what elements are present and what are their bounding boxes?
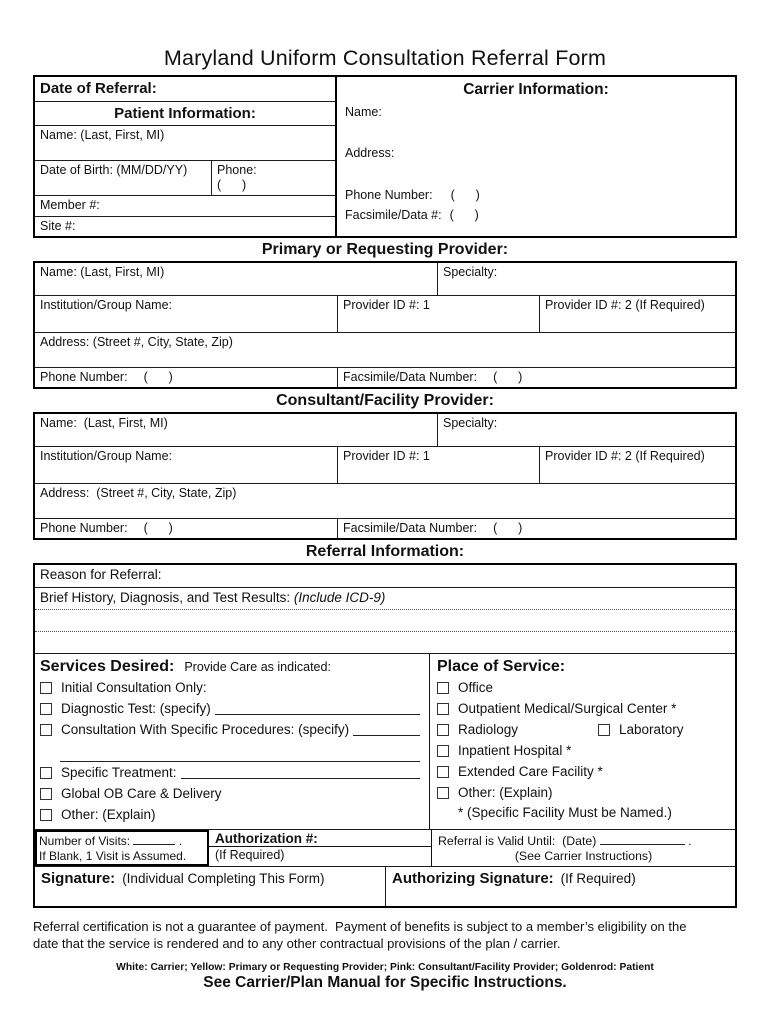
valid-until-label: Referral is Valid Until: (Date) xyxy=(438,834,600,848)
office-checkbox[interactable] xyxy=(437,682,449,694)
valid-until-line xyxy=(438,832,729,849)
consultant-phone-label: Phone Number: xyxy=(40,521,128,535)
service-item-diagnostic-test xyxy=(40,698,424,719)
diagnostic-test-label: Diagnostic Test: (specify) xyxy=(61,701,211,716)
consultant-name-label: Name: (Last, First, MI) xyxy=(40,416,168,430)
carrier-instructions-note: (See Carrier Instructions) xyxy=(514,849,653,863)
consultant-fax-field[interactable] xyxy=(337,519,735,538)
consultant-provider-table xyxy=(33,412,737,540)
office-label: Office xyxy=(458,680,494,695)
consultant-row-phone xyxy=(35,518,735,538)
primary-phone-paren: ( ) xyxy=(143,370,173,384)
place-item-outpatient xyxy=(437,698,728,719)
signature-label: Signature: xyxy=(41,870,116,887)
consultant-institution-label: Institution/Group Name: xyxy=(40,449,173,463)
form-content xyxy=(33,0,737,992)
number-of-visits-label: Number of Visits: xyxy=(39,834,134,848)
consultant-address-label: Address: (Street #, City, State, Zip) xyxy=(40,486,237,500)
authorization-note: (If Required) xyxy=(215,848,285,862)
extended-care-label: Extended Care Facility * xyxy=(458,764,603,779)
reason-for-referral-label: Reason for Referral: xyxy=(40,567,162,582)
place-item-other xyxy=(437,782,728,803)
disclaimer-line-2: date that the service is rendered and to any other contractual provisions of the plan / carrier. xyxy=(33,935,561,951)
services-desired-heading: Services Desired: xyxy=(40,658,175,675)
history-blank-line-1[interactable] xyxy=(35,609,735,631)
consultant-provider-id1-label: Provider ID #: 1 xyxy=(343,449,430,463)
global-ob-label: Global OB Care & Delivery xyxy=(61,786,222,801)
primary-provider-heading: Primary or Requesting Provider: xyxy=(261,241,509,258)
visits-authorization-row xyxy=(35,829,735,866)
consultant-fax-label: Facsimile/Data Number: xyxy=(343,521,478,535)
referral-services-table xyxy=(33,563,737,908)
service-item-initial-consultation xyxy=(40,677,424,698)
disclaimer-line-1: Referral certification is not a guarantee of payment. Payment of benefits is subject to a member’s eligibility on the xyxy=(33,919,687,934)
service-item-specific-treatment xyxy=(40,762,424,783)
place-of-service-cell xyxy=(430,654,735,829)
form-title: Maryland Uniform Consultation Referral Form xyxy=(163,46,607,70)
inpatient-hospital-label: Inpatient Hospital * xyxy=(458,743,572,758)
consultant-row-name xyxy=(35,414,735,446)
primary-row-phone xyxy=(35,367,735,387)
specific-treatment-blank[interactable] xyxy=(181,766,420,779)
primary-provider-id2-field[interactable] xyxy=(539,296,735,332)
patient-information-heading: Patient Information: xyxy=(35,101,335,125)
consultant-specialty-label: Specialty: xyxy=(443,416,498,430)
carrier-fax-field xyxy=(345,208,727,223)
place-item-radiology-laboratory xyxy=(437,719,728,740)
number-of-visits-cell[interactable] xyxy=(35,830,209,866)
authorizing-signature-label: Authorizing Signature: xyxy=(392,870,554,887)
number-of-visits-line xyxy=(39,832,205,849)
primary-phone-field[interactable] xyxy=(35,368,337,387)
place-item-extended-care xyxy=(437,761,728,782)
consultant-provider-id2-field[interactable] xyxy=(539,447,735,483)
primary-fax-label: Facsimile/Data Number: xyxy=(343,370,478,384)
place-other-checkbox[interactable] xyxy=(437,787,449,799)
consultant-institution-field[interactable] xyxy=(35,447,337,483)
primary-fax-field[interactable] xyxy=(337,368,735,387)
brief-history-field[interactable] xyxy=(35,587,735,609)
copy-distribution-note: White: Carrier; Yellow: Primary or Requesting Provider; Pink: Consultant/Facility Provider; Goldenrod: Patient xyxy=(116,962,654,973)
carrier-information-heading: Carrier Information: xyxy=(463,81,609,98)
primary-specialty-field[interactable] xyxy=(437,263,735,295)
service-item-consultation-procedures xyxy=(40,719,424,740)
specific-treatment-label: Specific Treatment: xyxy=(61,765,177,780)
patient-phone-label: Phone: xyxy=(217,162,257,177)
initial-consultation-label: Initial Consultation Only: xyxy=(61,680,207,695)
consultant-provider-id1-field[interactable] xyxy=(337,447,539,483)
services-other-label: Other: (Explain) xyxy=(61,807,156,822)
laboratory-checkbox[interactable] xyxy=(598,724,610,736)
visits-assumed-note: If Blank, 1 Visit is Assumed. xyxy=(39,849,187,863)
carrier-phone-paren: ( ) xyxy=(450,188,480,202)
primary-row-institution xyxy=(35,295,735,332)
radiology-label: Radiology xyxy=(458,722,519,737)
valid-until-cell[interactable] xyxy=(432,830,735,866)
diagnostic-test-blank[interactable] xyxy=(215,702,420,715)
place-other-label: Other: (Explain) xyxy=(458,785,553,800)
radiology-checkbox[interactable] xyxy=(437,724,449,736)
history-blank-line-2[interactable] xyxy=(35,631,735,653)
consultant-address-field[interactable] xyxy=(35,484,735,518)
consultant-phone-field[interactable] xyxy=(35,519,337,538)
brief-history-label: Brief History, Diagnosis, and Test Results: xyxy=(40,590,291,605)
date-of-referral-field[interactable] xyxy=(35,77,335,101)
primary-row-address xyxy=(35,332,735,367)
primary-provider-id1-label: Provider ID #: 1 xyxy=(343,298,430,312)
consultation-procedures-blank[interactable] xyxy=(353,723,420,736)
icd9-note: (Include ICD-9) xyxy=(293,590,386,605)
consultation-procedures-label: Consultation With Specific Procedures: (specify) xyxy=(61,722,350,737)
primary-name-label: Name: (Last, First, MI) xyxy=(40,265,165,279)
primary-fax-paren: ( ) xyxy=(493,370,523,384)
member-number-label: Member #: xyxy=(40,197,100,212)
place-item-office xyxy=(437,677,728,698)
consultant-specialty-field[interactable] xyxy=(437,414,735,446)
primary-address-label: Address: (Street #, City, State, Zip) xyxy=(40,335,233,349)
primary-institution-label: Institution/Group Name: xyxy=(40,298,173,312)
provide-care-subheading: Provide Care as indicated: xyxy=(184,660,331,674)
primary-provider-id2-label: Provider ID #: 2 (If Required) xyxy=(545,298,705,312)
consultant-provider-heading: Consultant/Facility Provider: xyxy=(276,392,494,409)
services-place-row xyxy=(35,653,735,829)
outpatient-label: Outpatient Medical/Surgical Center * xyxy=(458,701,677,716)
patient-carrier-table xyxy=(33,75,737,238)
consultant-fax-paren: ( ) xyxy=(493,521,523,535)
outpatient-checkbox[interactable] xyxy=(437,703,449,715)
patient-phone-paren: ( ) xyxy=(217,177,247,192)
number-of-visits-period: . xyxy=(175,834,183,848)
services-desired-header xyxy=(40,657,424,677)
authorization-label: Authorization #: xyxy=(209,830,431,847)
carrier-fax-label: Facsimile/Data #: xyxy=(345,208,442,222)
carrier-fax-paren: ( ) xyxy=(449,208,479,222)
authorizing-signature-note: (If Required) xyxy=(560,871,636,886)
extended-care-checkbox[interactable] xyxy=(437,766,449,778)
laboratory-label: Laboratory xyxy=(619,722,684,737)
consultant-row-institution xyxy=(35,446,735,483)
signature-note: (Individual Completing This Form) xyxy=(122,871,325,886)
primary-address-field[interactable] xyxy=(35,333,735,367)
authorizing-signature-cell[interactable] xyxy=(385,867,735,906)
consultation-procedures-checkbox[interactable] xyxy=(40,724,52,736)
place-of-service-footnote: * (Specific Facility Must be Named.) xyxy=(458,805,672,820)
place-item-inpatient-hospital xyxy=(437,740,728,761)
carrier-address-label: Address: xyxy=(345,146,395,160)
authorization-cell[interactable] xyxy=(209,830,432,866)
patient-name-field[interactable] xyxy=(35,125,335,159)
patient-column xyxy=(35,77,337,236)
primary-specialty-label: Specialty: xyxy=(443,265,498,279)
member-number-field[interactable] xyxy=(35,195,335,217)
site-number-field[interactable] xyxy=(35,216,335,236)
initial-consultation-checkbox[interactable] xyxy=(40,682,52,694)
signature-cell[interactable] xyxy=(35,867,385,906)
carrier-column[interactable] xyxy=(337,77,735,236)
reason-for-referral-field[interactable] xyxy=(35,565,735,587)
service-item-global-ob xyxy=(40,783,424,804)
services-desired-cell xyxy=(35,654,430,829)
primary-provider-table xyxy=(33,261,737,389)
primary-phone-label: Phone Number: xyxy=(40,370,128,384)
signature-row xyxy=(35,866,735,906)
primary-row-name xyxy=(35,263,735,295)
global-ob-checkbox[interactable] xyxy=(40,788,52,800)
diagnostic-test-checkbox[interactable] xyxy=(40,703,52,715)
primary-institution-field[interactable] xyxy=(35,296,337,332)
services-other-checkbox[interactable] xyxy=(40,809,52,821)
consultant-phone-paren: ( ) xyxy=(143,521,173,535)
consultant-name-field[interactable] xyxy=(35,414,437,446)
number-of-visits-blank[interactable] xyxy=(133,832,175,845)
primary-provider-id1-field[interactable] xyxy=(337,296,539,332)
patient-phone-field[interactable] xyxy=(211,161,335,195)
date-of-referral-label: Date of Referral: xyxy=(40,80,157,97)
carrier-name-label: Name: xyxy=(345,105,382,119)
inpatient-hospital-checkbox[interactable] xyxy=(437,745,449,757)
patient-name-label: Name: (Last, First, MI) xyxy=(40,128,165,143)
carrier-phone-field xyxy=(345,188,727,203)
consultant-row-address xyxy=(35,483,735,518)
referral-information-heading: Referral Information: xyxy=(305,543,465,560)
primary-name-field[interactable] xyxy=(35,263,437,295)
service-item-other xyxy=(40,804,424,825)
carrier-phone-label: Phone Number: xyxy=(345,188,433,202)
site-number-label: Site #: xyxy=(40,219,76,233)
see-manual-note: See Carrier/Plan Manual for Specific Instructions. xyxy=(203,974,567,991)
dob-field[interactable] xyxy=(35,161,211,195)
specific-treatment-checkbox[interactable] xyxy=(40,767,52,779)
dob-label: Date of Birth: (MM/DD/YY) xyxy=(40,162,188,177)
valid-until-period: . xyxy=(684,834,692,848)
consultant-provider-id2-label: Provider ID #: 2 (If Required) xyxy=(545,449,705,463)
dob-phone-row xyxy=(35,160,335,195)
procedures-continuation-blank[interactable] xyxy=(60,740,420,762)
disclaimer-text xyxy=(33,919,737,952)
valid-until-date-blank[interactable] xyxy=(600,832,685,845)
place-of-service-heading: Place of Service: xyxy=(437,658,566,675)
